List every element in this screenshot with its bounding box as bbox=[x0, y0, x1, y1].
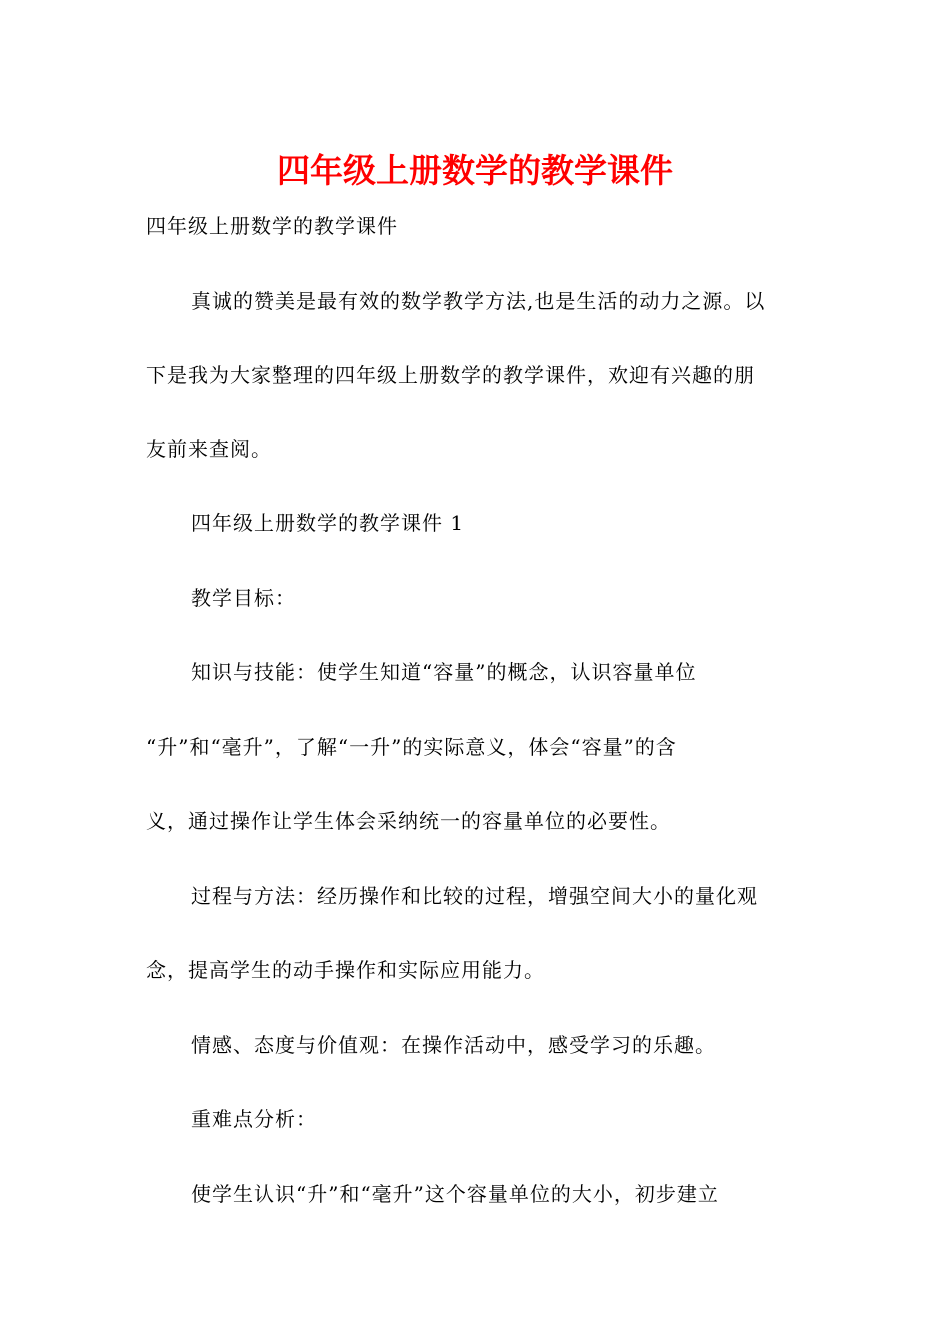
emotion-line: 情感、态度与价值观：在操作活动中，感受学习的乐趣。 bbox=[191, 1033, 716, 1057]
knowledge-line-3: 义，通过操作让学生体会采纳统一的容量单位的必要性。 bbox=[146, 809, 671, 833]
section-heading: 四年级上册数学的教学课件 1 bbox=[191, 511, 465, 535]
objectives-heading: 教学目标： bbox=[191, 586, 296, 610]
intro-line-1: 真诚的赞美是最有效的数学教学方法,也是生活的动力之源。以 bbox=[191, 289, 766, 313]
intro-line-2: 下是我为大家整理的四年级上册数学的教学课件，欢迎有兴趣的朋 bbox=[146, 363, 755, 387]
subtitle-line: 四年级上册数学的教学课件 bbox=[146, 214, 398, 238]
process-line-1: 过程与方法：经历操作和比较的过程，增强空间大小的量化观 bbox=[191, 884, 758, 908]
difficulty-heading: 重难点分析： bbox=[191, 1107, 317, 1131]
knowledge-line-2: “升”和“毫升”，了解“一升”的实际意义，体会“容量”的含 bbox=[146, 735, 677, 759]
difficulty-line-1: 使学生认识“升”和“毫升”这个容量单位的大小，初步建立 bbox=[191, 1182, 719, 1206]
document-title: 四年级上册数学的教学课件 bbox=[277, 151, 673, 190]
process-line-2: 念，提高学生的动手操作和实际应用能力。 bbox=[146, 958, 545, 982]
intro-line-3: 友前来查阅。 bbox=[146, 437, 272, 461]
knowledge-line-1: 知识与技能：使学生知道“容量”的概念，认识容量单位 bbox=[191, 660, 697, 684]
